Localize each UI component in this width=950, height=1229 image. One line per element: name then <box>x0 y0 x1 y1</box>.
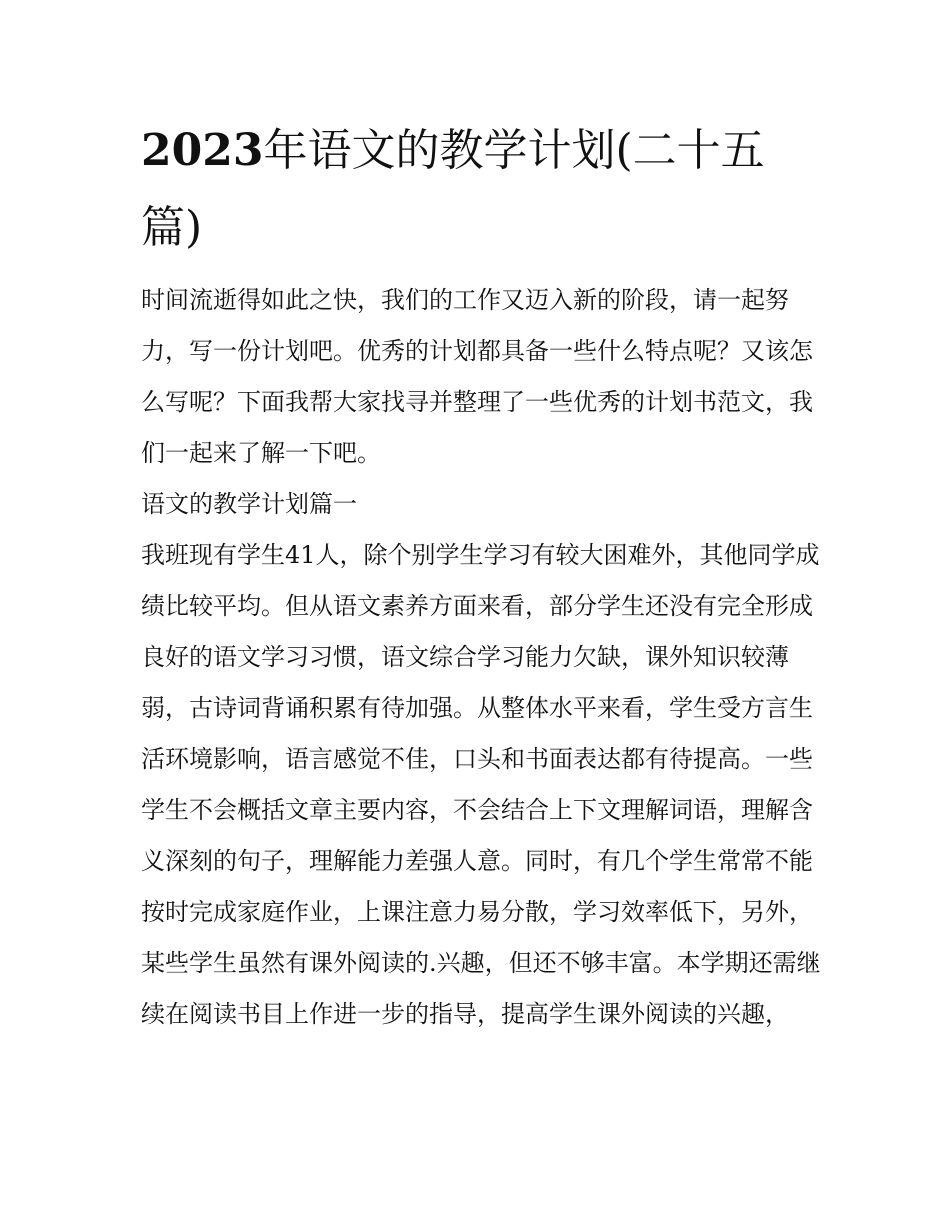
intro-paragraph: 时间流逝得如此之快，我们的工作又迈入新的阶段，请一起努力，写一份计划吧。优秀的计划都具备一些什么特点呢？又该怎么写呢？下面我帮大家找寻并整理了一些优秀的计划书范文，我们一起来了解一下吧。 <box>141 286 813 467</box>
title-text: 年语文的教学计划(二十五篇) <box>141 125 765 253</box>
document-title <box>141 112 821 266</box>
section-paragraph: 我班现有学生41人，除个别学生学习有较大困难外，其他同学成绩比较平均。但从语文素养方面来看，部分学生还没有完全形成良好的语文学习习惯，语文综合学习能力欠缺，课外知识较薄弱，古诗词背诵积累有待加强。从整体水平来看，学生受方言生活环境影响，语言感觉不佳，口头和书面表达都有待提高。一些学生不会概括文章主要内容，不会结合上下文理解词语，理解含义深刻的句子，理解能力差强人意。同时，有几个学生常常不能按时完成家庭作业，上课注意力易分散，学习效率低下，另外，某些学生虽然有课外阅读的.兴趣，但还不够丰富。本学期还需继续在阅读书目上作进一步的指导，提高学生课外阅读的兴趣， <box>141 541 821 1028</box>
section-heading: 语文的教学计划篇一 <box>141 490 357 518</box>
title-year: 2023 <box>141 125 264 176</box>
